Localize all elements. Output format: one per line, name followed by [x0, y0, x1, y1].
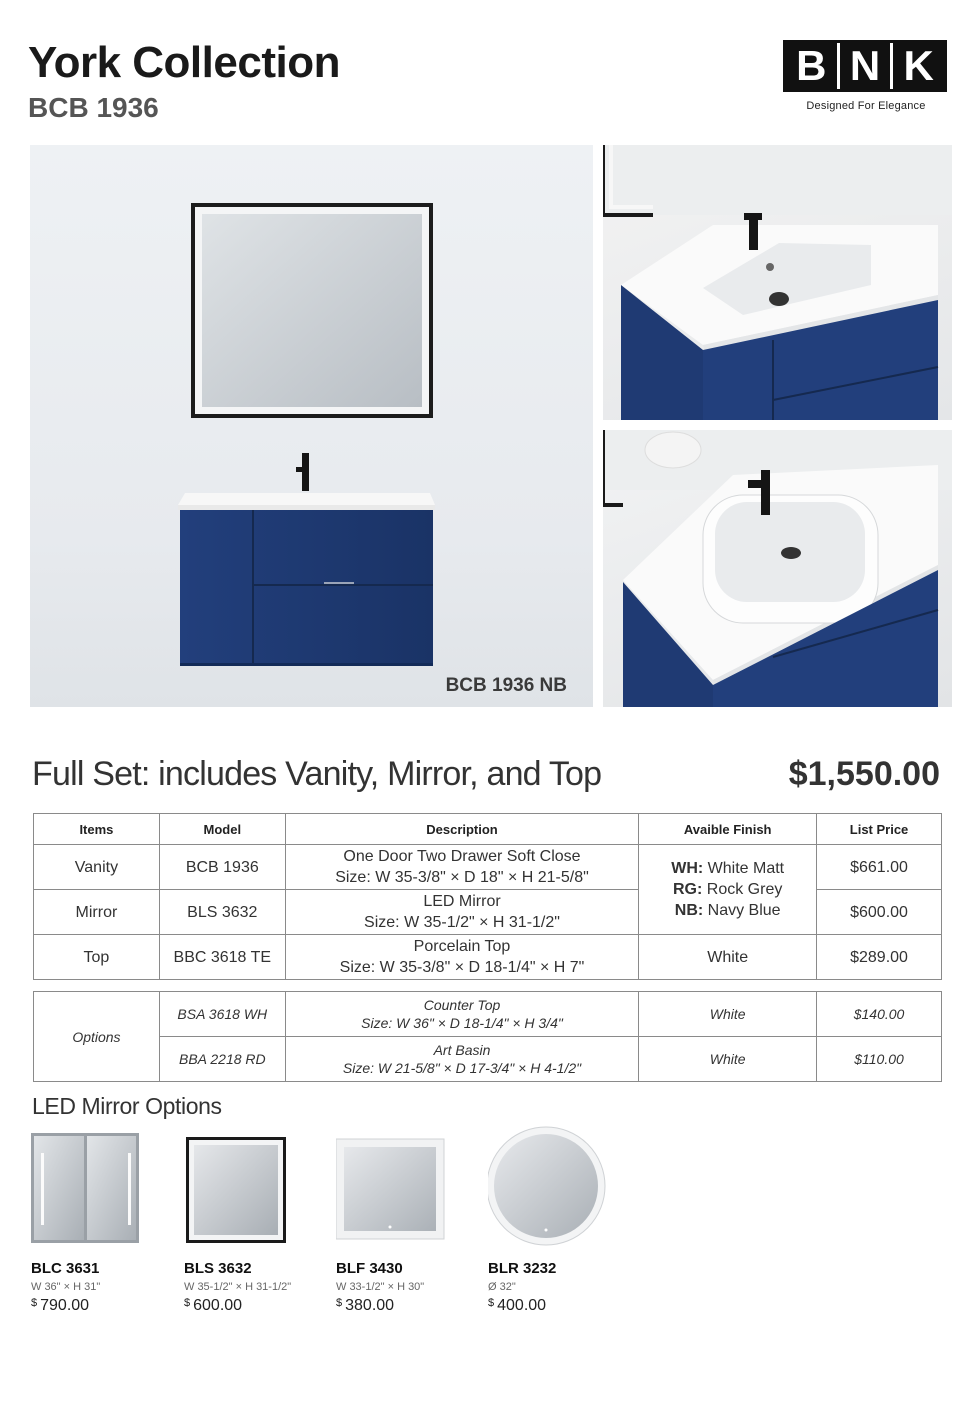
- vanity-illustration: [30, 145, 593, 707]
- description-size: Size: W 35-1/2" × H 31-1/2": [364, 914, 560, 931]
- full-set-price: $1,550.00: [788, 755, 940, 793]
- main-product-photo: [30, 145, 593, 707]
- description-title: Counter Top: [423, 997, 501, 1013]
- vessel-basin-photo: [603, 430, 952, 707]
- finish-cell: White: [639, 1037, 817, 1082]
- description-title: LED Mirror: [423, 893, 501, 910]
- finish-option: WH: White Matt: [671, 860, 785, 877]
- mirror-option-card: [336, 1131, 476, 1315]
- description-size: Size: W 35-3/8" × D 18" × H 21-5/8": [335, 869, 589, 886]
- price-cell: $600.00: [817, 890, 942, 935]
- logo-letter: N: [840, 43, 894, 89]
- description-size: Size: W 36" × D 18-1/4" × H 3/4": [361, 1015, 563, 1031]
- mirror-option-card: [184, 1131, 324, 1315]
- mirror-price: $ 400.00: [488, 1297, 547, 1314]
- medicine-cabinet-mirror-image: [31, 1131, 171, 1249]
- table-header-row: [34, 814, 942, 845]
- vessel-basin-illustration: [603, 430, 952, 707]
- header-model: Model: [159, 814, 285, 845]
- full-set-description: Full Set: includes Vanity, Mirror, and Top: [32, 755, 602, 793]
- options-table: [33, 991, 942, 1082]
- finish-options-cell: [639, 845, 817, 935]
- header-description: Description: [285, 814, 639, 845]
- price-cell: $110.00: [817, 1037, 942, 1082]
- mirror-size: W 35-1/2" × H 31-1/2": [184, 1281, 292, 1293]
- main-photo-label: BCB 1936 NB: [445, 675, 567, 696]
- mirror-model: BLS 3632: [184, 1260, 252, 1277]
- brand-tagline: Designed For Elegance: [806, 100, 926, 112]
- table-row: [34, 992, 942, 1037]
- table-row: [34, 935, 942, 980]
- description-title: Art Basin: [433, 1042, 491, 1058]
- mirror-price: $ 790.00: [31, 1297, 90, 1314]
- mirror-size: W 36" × H 31": [31, 1281, 101, 1293]
- price-cell: $661.00: [817, 845, 942, 890]
- model-cell: BCB 1936: [159, 845, 285, 890]
- description-cell: [285, 992, 639, 1037]
- item-cell: Vanity: [34, 845, 160, 890]
- header-price: List Price: [817, 814, 942, 845]
- description-cell: [285, 845, 639, 890]
- finish-cell: White: [639, 992, 817, 1037]
- price-cell: $289.00: [817, 935, 942, 980]
- frameless-mirror-image: [336, 1131, 476, 1249]
- description-cell: [285, 890, 639, 935]
- product-table: [33, 813, 942, 980]
- mirror-size: W 33-1/2" × H 30": [336, 1281, 425, 1293]
- sink-illustration: [603, 145, 952, 420]
- logo-box: [783, 40, 947, 92]
- mirror-model: BLR 3232: [488, 1260, 557, 1277]
- item-cell: Top: [34, 935, 160, 980]
- model-cell: BSA 3618 WH: [159, 992, 285, 1037]
- description-title: Porcelain Top: [413, 938, 511, 955]
- table-row: [34, 845, 942, 890]
- logo-letter: B: [786, 43, 840, 89]
- description-cell: [285, 1037, 639, 1082]
- mirror-price: $ 380.00: [336, 1297, 395, 1314]
- description-title: One Door Two Drawer Soft Close: [343, 848, 581, 865]
- description-cell: [285, 935, 639, 980]
- description-size: Size: W 21-5/8" × D 17-3/4" × H 4-1/2": [342, 1060, 582, 1076]
- table-row: [34, 1037, 942, 1082]
- model-cell: BLS 3632: [159, 890, 285, 935]
- price-cell: $140.00: [817, 992, 942, 1037]
- mirror-price: $ 600.00: [184, 1297, 243, 1314]
- finish-option: RG: Rock Grey: [673, 881, 783, 898]
- sink-detail-photo: [603, 145, 952, 420]
- model-subtitle: BCB 1936: [28, 92, 159, 123]
- header-items: Items: [34, 814, 160, 845]
- model-cell: BBC 3618 TE: [159, 935, 285, 980]
- brand-logo: [783, 40, 949, 112]
- logo-letter: K: [893, 43, 944, 89]
- mirror-option-card: [31, 1131, 171, 1315]
- mirror-model: BLC 3631: [31, 1260, 100, 1277]
- led-mirror-options-title: LED Mirror Options: [32, 1093, 222, 1119]
- black-frame-mirror-image: [184, 1131, 324, 1249]
- round-mirror-image: [488, 1131, 628, 1249]
- finish-cell: White: [639, 935, 817, 980]
- item-cell: Mirror: [34, 890, 160, 935]
- options-label: Options: [34, 992, 160, 1082]
- mirror-model: BLF 3430: [336, 1260, 403, 1277]
- page-title: York Collection: [28, 38, 340, 87]
- mirror-size: Ø 32": [488, 1281, 516, 1293]
- header-finish: Avaible Finish: [639, 814, 817, 845]
- description-size: Size: W 35-3/8" × D 18-1/4" × H 7": [339, 959, 585, 976]
- finish-option: NB: Navy Blue: [674, 902, 781, 919]
- model-cell: BBA 2218 RD: [159, 1037, 285, 1082]
- mirror-option-card: [488, 1131, 628, 1315]
